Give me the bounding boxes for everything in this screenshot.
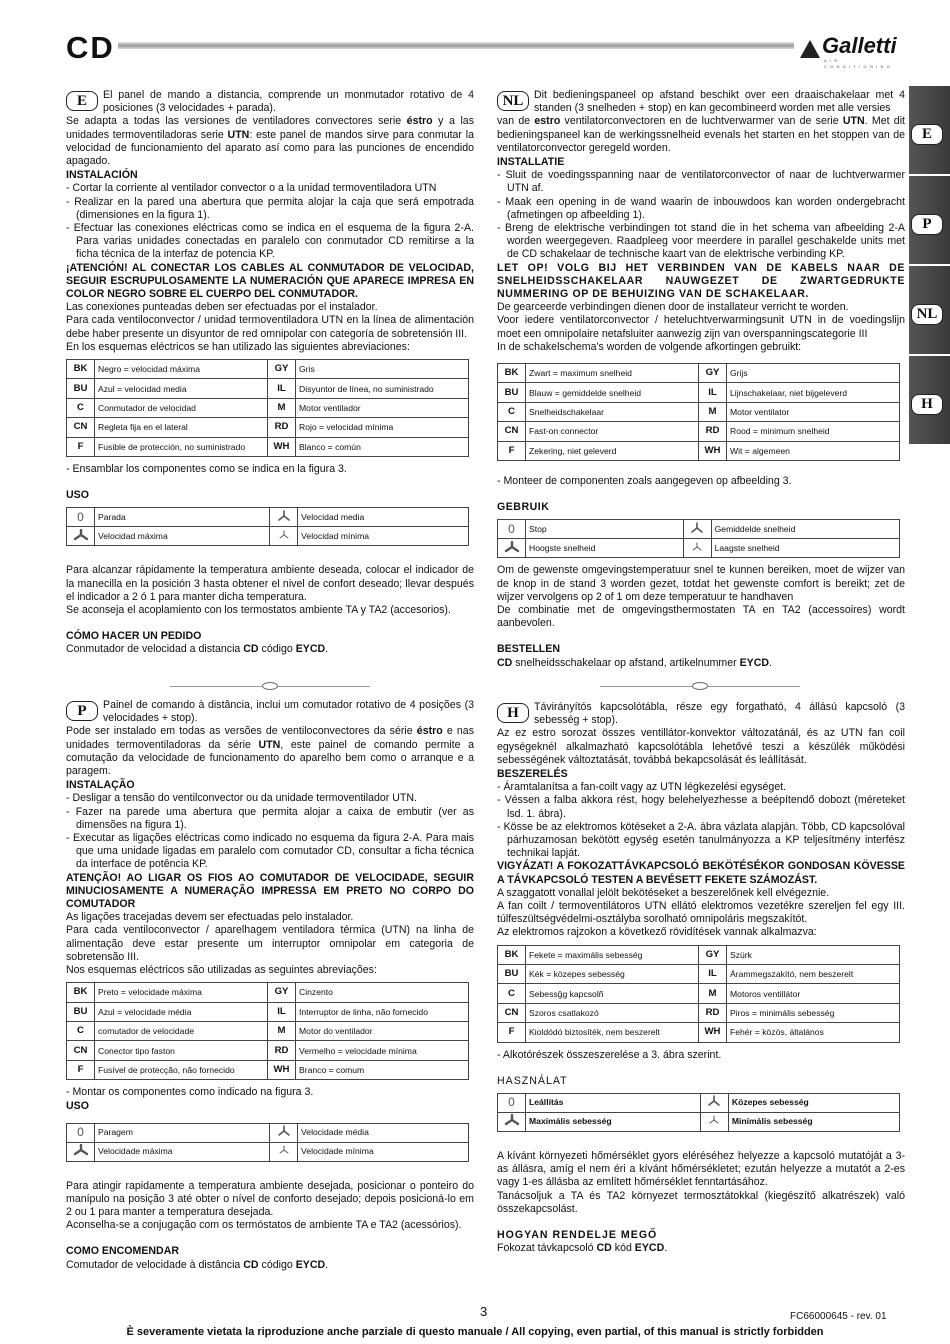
table-row [67,1123,469,1142]
desc-cell: Preto = velocidade máxima [95,983,268,1002]
table-row [498,539,900,558]
desc-cell: Kék = közepes sebesség [526,965,699,984]
paragraph: A szaggatott vonallal jelölt bekötéseket a beszerelőnek kell elvégeznie. [497,886,830,899]
code-cell: GY [699,364,727,383]
usage-cell: Velocidad media [298,508,469,527]
desc-cell: Interruptor de linha, não fornecido [296,1002,469,1021]
desc-cell: Conector tipo faston [95,1041,268,1060]
paragraph: Om de gewenste omgevingstemperatuur snel te kunnen bereiken, moet de wijzer van de knop in de stand 3 worden gezet, totdat het gewenste comfort is bereikt; zet de wijzer vervolgens op 2 of 1 om deze temperatuur te handhaven [497,564,905,603]
tab-label: NL [911,304,943,325]
series-name: UTN [842,115,865,128]
model-title: CD [66,30,115,65]
install-steps [66,792,474,871]
install-steps [497,169,905,261]
desc-cell: Fast-on connector [526,422,699,441]
table-row [67,508,469,527]
logo-triangle-icon [800,40,820,58]
usage-table [497,1093,900,1132]
text: código [258,643,296,656]
brand-subtitle: AIR CONDITIONING [824,58,894,69]
usage-cell: Hoogste snelheid [526,539,684,558]
list-item: - Kösse be az elektromos kötéseket a 2-A. ábra vázlata alapján. Több, CD kapcsolóval párhuzamosan bekötött egység esetén tanulmányozza a KP teljesítmény interfész technikai lapját. [497,820,905,860]
abbreviation-table [497,945,900,1043]
article-code: EYCD [295,1258,326,1271]
code-cell: C [498,402,526,421]
table-row [67,983,469,1002]
code-cell: M [699,984,727,1003]
text: . [325,1258,329,1271]
desc-cell: Regleta fija en el lateral [95,418,268,437]
usage-cell: Paragem [95,1123,270,1142]
table-row [498,364,900,383]
paragraph: Para alcanzar rápidamente la temperatura ambiente deseada, colocar el indicador de la manecilla en la posición 3 hasta obtener el nivel de confort deseado; llevar después el indicador a 2 ó 1 para manter dicha temperatura. [66,564,474,603]
fan-medium-icon [270,508,298,527]
desc-cell: Piros = minimális sebesség [727,1003,900,1022]
section-heading: HASZNÁLAT [497,1074,568,1087]
text: Se adapta a todas las versiones de ventiladores convectores serie [66,115,407,128]
header-bar [118,42,794,49]
model-code: CD [243,643,259,656]
code-cell: C [67,398,95,417]
section-hungarian [497,701,905,1255]
text: van de [497,115,535,128]
position-zero: 0 [67,508,95,527]
text: . Met dit bedieningspaneel kan de werkingssnelheid evenals het starten en het stoppen van de ventilatorconvector geregeld worden. [497,115,905,154]
desc-cell: Fekete = maximális sebesség [526,945,699,964]
text: Fokozat távkapcsoló [497,1242,597,1255]
paragraph: De gearceerde verbindingen dienen door de installateur verricht te worden. [497,301,849,314]
desc-cell: Szoros csatlakozó [526,1003,699,1022]
code-cell: M [699,402,727,421]
table-row [498,402,900,421]
usage-cell: Stop [526,520,684,539]
desc-cell: Motoros ventillátor [727,984,900,1003]
code-cell: GY [268,983,296,1002]
table-row [498,945,900,964]
code-cell: F [498,1023,526,1042]
table-row [67,1002,469,1021]
text: , este painel de comando permite a comutação da velocidade de funcionamento do aparelho bem como o arranque e a paragem. [66,738,474,778]
order-info [497,657,905,670]
table-row [67,360,469,379]
section-dutch [497,89,905,670]
intro-text: Painel de comando à distância, inclui um comutador rotativo de 4 posições (3 velocidades + stop). [103,699,474,725]
fan-medium-icon [683,520,711,539]
code-cell: IL [268,379,296,398]
intro [66,89,474,115]
text: . [769,656,772,669]
table-row [67,437,469,456]
code-cell: BK [498,364,526,383]
table-row [498,984,900,1003]
desc-cell: Wit = algemeen [727,441,900,460]
usage-cell: Minimális sebesség [728,1113,899,1132]
desc-cell: Árammegszakító, nem beszerelt [727,965,900,984]
code-cell: BK [67,983,95,1002]
intro-text: Dit bedieningspaneel op afstand beschikt over een draaischakelaar met 4 standen (3 snelheden + stop) en kan gecombineerd worden met alle versies [534,89,905,115]
code-cell: WH [699,1023,727,1042]
paragraph: Para atingir rapidamente a temperatura ambiente desejada, posicionar o ponteiro do manípulo na posição 3 até obter o nível de conforto desejado; depois posicioná-lo em 2 ou 1 para manter a temperatura desejada. [66,1179,474,1219]
code-cell: WH [268,437,296,456]
article-code: EYCD [739,656,770,669]
code-cell: WH [268,1060,296,1079]
usage-cell: Gemiddelde snelheid [711,520,899,539]
code-cell: CN [67,418,95,437]
desc-cell: Rood = minimum snelheid [727,422,900,441]
usage-cell: Leállítás [526,1094,701,1113]
paragraph: In de schakelschema's worden de volgende afkortingen gebruikt: [497,340,802,353]
description [66,115,474,168]
fan-min-icon [270,527,298,546]
list-item: - Desligar a tensão do ventilconvector ou da unidade termoventilador UTN. [66,792,417,805]
code-cell: M [268,398,296,417]
section-portuguese [66,699,474,1272]
paragraph: Aconselha-se a conjugação com os termóstatos de ambiente TA e TA2 (acessórios). [66,1219,462,1232]
code-cell: F [67,1060,95,1079]
desc-cell: Motor ventilator [727,402,900,421]
list-item: - Sluit de voedingsspanning naar de ventilatorconvector of naar de luchtverwarmer UTN af. [497,169,905,195]
table-row [498,1003,900,1022]
text: . [664,1242,668,1255]
paragraph: De combinatie met de omgevingsthermostaten TA en TA2 (accessoires) wordt aanbevolen. [497,604,905,630]
usage-cell: Parada [95,508,270,527]
abbreviation-table [66,359,469,457]
table-row [67,1041,469,1060]
table-row [498,1113,900,1132]
fan-max-icon [67,527,95,546]
code-cell: BU [67,1002,95,1021]
description: Az ez estro sorozat összes ventillátor-konvektor változatánál, és az UTN fan coil egységeknél alkalmazható kapcsolótábla lehetővé teszi a készülék működési sebességének változtatását, továbbá bekapcsolását és leállítását. [497,727,905,766]
code-cell: GY [268,360,296,379]
text: Pode ser instalado em todas as versões de ventiloconvectores da série [66,725,417,738]
desc-cell: Blauw = gemiddelde snelheid [526,383,699,402]
code-cell: CN [498,422,526,441]
list-item: - Executar as ligações eléctricas como indicado no esquema da figura 2-A. Para mais que uma unidade ligadas em paralelo com comutador CD, consultar a ficha técnica da interface de potência KP. [66,832,474,871]
code-cell: BK [67,360,95,379]
list-item: - Cortar la corriente al ventilador convector o a la unidad termoventiladora UTN [66,182,437,195]
code-cell: RD [699,1003,727,1022]
text: código [258,1258,296,1271]
table-row [498,1094,900,1113]
section-heading: USO [66,1100,89,1113]
language-badge: H [497,703,529,723]
code-cell: IL [699,965,727,984]
language-badge: E [66,91,98,111]
list-item: - Maak een opening in de wand waarin de inbouwdoos kan worden ondergebracht (afmetingen op afbeelding 1). [497,195,905,221]
usage-cell: Velocidade máxima [95,1142,270,1161]
list-item: - Fazer na parede uma abertura que permita alojar a caixa de embutir (ver as dimensões na figura 1). [66,805,474,831]
code-cell: CN [67,1041,95,1060]
copyright-notice: È severamente vietata la riproduzione anche parziale di questo manuale / All copying, even partial, of this manual is strictly forbidden [126,1326,824,1338]
desc-cell: Kioldódó biztosíték, nem beszerelt [526,1023,699,1042]
text: snelheidsschakelaar op afstand, artikelnummer [512,656,740,669]
paragraph: Az elektromos rajzokon a következő rövidítések vannak alkalmazva: [497,926,817,939]
series-name: UTN [227,128,250,141]
warning-text: ATENÇÃO! AO LIGAR OS FIOS AO COMUTADOR DE VELOCIDADE, SEGUIR MINUCIOSAMENTE A NUMERAÇÃO IMPRESSA EM PRETO NO CORPO DO COMUTADOR [66,871,474,911]
list-item: - Efectuar las conexiones eléctricas como se indica en el esquema de la figura 2-A. Para varias unidades conectadas en paralelo con conmutador CD remitirse a la ficha técnica de la interfaz de potencia KP. [66,222,474,261]
desc-cell: comutador de velocidade [95,1022,268,1041]
section-heading: COMO ENCOMENDAR [66,1245,179,1258]
fan-min-icon [270,1142,298,1161]
desc-cell: Zekering, niet geleverd [526,441,699,460]
code-cell: RD [699,422,727,441]
paragraph: Se aconseja el acoplamiento con los termostatos ambiente TA y TA2 (accesorios). [66,604,451,617]
table-row [67,398,469,417]
intro-text: El panel de mando a distancia, comprende un monmutador rotativo de 4 posiciones (3 velocidades + parada). [103,89,474,115]
table-row [67,379,469,398]
order-info [497,1242,905,1255]
list-item: - Véssen a falba akkora rést, hogy belehelyezhesse a beépítendő dobozt (méreteket lsd. 1. ábra). [497,794,905,820]
desc-cell: Szürk [727,945,900,964]
code-cell: F [498,441,526,460]
table-row [67,418,469,437]
text: Comutador de velocidade à distância [66,1258,244,1271]
fan-max-icon [67,1142,95,1161]
text: . [325,643,329,656]
tab-label: E [911,124,943,145]
abbreviation-table [66,982,469,1080]
assembly-note: - Alkotórészek összeszerelése a 3. ábra szerint. [497,1048,722,1061]
paragraph: Para cada ventiloconvector / unidad termoventiladora UTN en la línea de alimentación debe haber presente un disyuntor de red omnipolar con categoría de sobretensión III. [66,314,474,340]
text: Conmutador de velocidad a distancia [66,643,244,656]
position-zero: 0 [67,1123,95,1142]
order-info [66,643,474,656]
section-heading: HOGYAN RENDELJE MEGŐ [497,1229,658,1242]
table-row [498,520,900,539]
desc-cell: Snelheidschakelaar [526,402,699,421]
usage-cell: Velocidade média [298,1123,469,1142]
desc-cell: Cinzento [296,983,469,1002]
section-heading: INSTALACIÓN [66,169,138,182]
desc-cell: Branco = comum [296,1060,469,1079]
usage-cell: Velocidade mínima [298,1142,469,1161]
position-zero: 0 [498,1094,526,1113]
paragraph: Las conexiones punteadas deben ser efectuadas por el instalador. [66,301,378,314]
code-cell: BU [498,383,526,402]
code-cell: M [268,1022,296,1041]
fan-max-icon [498,539,526,558]
desc-cell: Blanco = común [296,437,469,456]
code-cell: RD [268,1041,296,1060]
model-code: CD [497,656,513,669]
code-cell: BU [498,965,526,984]
code-cell: RD [268,418,296,437]
intro [497,701,905,727]
series-name: estro [534,115,561,128]
desc-cell: Disyuntor de línea, no suministrado [296,379,469,398]
page-header [0,28,950,68]
paragraph: Tanácsoljuk a TA és TA2 környezet termosztátokkal (kiegészítő alkatrészek) való összekapcsolást. [497,1189,905,1215]
section-heading: BESTELLEN [497,643,560,656]
tab-e[interactable] [909,86,950,176]
desc-cell: Fusible de protección, no suministrado [95,437,268,456]
code-cell: CN [498,1003,526,1022]
usage-table [66,1123,469,1162]
desc-cell: Gris [296,360,469,379]
warning-text: LET OP! VOLG BIJ HET VERBINDEN VAN DE KABELS NAAR DE SNELHEIDSSCHAKELAAR NAUWGEZET DE ZWARTGEDRUKTE NUMMERING OP DE BEHUIZING VAN DE SCHAKELAAR. [497,261,905,301]
desc-cell: Fusível de protecção, não fornecido [95,1060,268,1079]
section-heading: USO [66,489,89,502]
intro [66,699,474,725]
abbreviation-table [497,363,900,461]
text: : este panel de mandos sirve para conmutar la velocidad de funcionamiento del aparato así como para las punciones de encendido apagado. [66,128,474,168]
table-row [498,383,900,402]
desc-cell: Azul = velocidad media [95,379,268,398]
usage-cell: Laagste snelheid [711,539,899,558]
table-row [498,965,900,984]
code-cell: IL [268,1002,296,1021]
article-code: EYCD [634,1242,665,1255]
code-cell: C [67,1022,95,1041]
section-heading: CÓMO HACER UN PEDIDO [66,630,202,643]
usage-cell: Velocidad mínima [298,527,469,546]
desc-cell: Azul = velocidade média [95,1002,268,1021]
page-number: 3 [480,1304,488,1319]
fan-medium-icon [700,1094,728,1113]
text: y a las unidades termoventiladoras serie [66,115,474,141]
usage-cell: Közepes sebesség [728,1094,899,1113]
intro [497,89,905,115]
series-name: éstro [406,115,433,128]
brand-name: Galletti [822,33,897,58]
desc-cell: Vermelho = velocidade mínima [296,1041,469,1060]
table-row [67,1060,469,1079]
tab-label: H [911,394,943,415]
desc-cell: Sebessğg kapcsolñ [526,984,699,1003]
language-badge: NL [497,91,529,111]
install-steps [66,182,474,261]
desc-cell: Conmutador de velocidad [95,398,268,417]
table-row [498,441,900,460]
usage-table [497,519,900,558]
brand-logo [800,32,910,69]
paragraph: A kívánt környezeti hőmérséklet gyors eléréséhez helyezze a kapcsoló mutatóját a 3-as állásra, amíg el nem éri a kívánt hőmérsékletet; ezután helyezze a mutatót a 2-es vagy 1-es állásba az említett hőmérséklet fenntartásához. [497,1150,905,1189]
position-zero: 0 [498,520,526,539]
code-cell: IL [699,383,727,402]
desc-cell: Negro = velocidad máxima [95,360,268,379]
usage-cell: Velocidad máxima [95,527,270,546]
document-reference: FC66000645 - rev. 01 [790,1311,887,1322]
table-row [67,527,469,546]
assembly-note: - Ensamblar los componentes como se indica en la figura 3. [66,463,347,476]
section-spanish [66,89,474,657]
table-row [498,1023,900,1042]
desc-cell: Motor do ventilador [296,1022,469,1041]
list-item: - Breng de elektrische verbindingen tot stand die in het schema van afbeelding 2-A worden weergegeven. Raadpleeg voor meerdere in parallel geschakelde units met de CD schakelaar de technische kaart van de elektrische verbinding KP. [497,222,905,261]
fan-medium-icon [270,1123,298,1142]
description [66,725,474,778]
paragraph: A fan coilt / termoventilátoros UTN ellátó elektromos vezetékre szereljen fel egy III. túlfeszültségvédelmi-osztályba sorolható omnipoláris megszakítót. [497,900,905,926]
code-cell: BU [67,379,95,398]
text: e nas unidades termoventiladoras da série [66,725,474,751]
install-steps [497,781,905,860]
section-heading: INSTALAÇÃO [66,779,135,792]
table-row [498,422,900,441]
section-heading: BESZERELÉS [497,768,568,781]
desc-cell: Lijnschakelaar, niet bijgeleverd [727,383,900,402]
code-cell: F [67,437,95,456]
table-row [67,1022,469,1041]
language-badge: P [66,701,98,721]
desc-cell: Grijs [727,364,900,383]
warning-text: ¡ATENCIÓN! AL CONECTAR LOS CABLES AL CONMUTADOR DE VELOCIDAD, SEGUIR ESCRUPULOSAMENTE LA NUMERACIÓN QUE APARECE IMPRESA EN COLOR NEGRO SOBRE EL CUERPO DEL CONMUTADOR. [66,261,474,301]
model-code: CD [243,1258,259,1271]
text: kód [611,1242,635,1255]
text: ventilatorconvectoren en de luchtverwarmer van de serie [560,115,843,128]
tab-nl[interactable] [909,266,950,356]
usage-table [66,507,469,546]
code-cell: GY [699,945,727,964]
code-cell: C [498,984,526,1003]
paragraph: En los esquemas eléctricos se han utilizado las siguientes abreviaciones: [66,340,410,353]
fan-min-icon [700,1113,728,1132]
tab-p[interactable] [909,176,950,266]
language-tabs [909,86,950,446]
section-divider [600,679,800,693]
fan-min-icon [683,539,711,558]
order-info [66,1259,474,1272]
warning-text: VIGYÁZAT! A FOKOZATTÁVKAPCSOLÓ BEKÖTÉSÉKOR GONDOSAN KÖVESSE A TÁVKAPCSOLÓ TESTEN A BEVÉSETT FEKETE SZÁMOZÁST. [497,860,905,886]
series-name: UTN [258,738,281,751]
usage-cell: Maximális sebesség [526,1113,701,1132]
table-row [67,1142,469,1161]
description [497,115,905,155]
paragraph: Nos esquemas eléctricos são utilizadas as seguintes abreviações: [66,964,377,977]
tab-h[interactable] [909,356,950,446]
list-item: - Realizar en la pared una abertura que permita alojar la caja que será empotrada (dimensiones en la figura 1). [66,195,474,221]
assembly-note: - Montar os componentes como indicado na figura 3. [66,1086,314,1099]
paragraph: Para cada ventiloconvector / aparelhagem ventiladora térmica (UTN) na linha de alimentação deve estar presente um interruptor omnipolar em categoria de sobretensão III. [66,924,474,963]
model-code: CD [596,1242,612,1255]
article-code: EYCD [295,643,326,656]
series-name: éstro [416,725,443,738]
fan-max-icon [498,1113,526,1132]
desc-cell: Motor ventilador [296,398,469,417]
section-divider [170,679,370,693]
section-heading: GEBRUIK [497,501,550,514]
paragraph: Voor iedere ventilatorconvector / heteluchtverwarmingsunit UTN in de voedingslijn moet een omnipolaire netafsluiter aanwezig zijn van overspanningscategorie III [497,314,905,340]
code-cell: WH [699,441,727,460]
desc-cell: Rojo = velocidad mínima [296,418,469,437]
tab-label: P [911,214,943,235]
desc-cell: Zwart = maximum snelheid [526,364,699,383]
intro-text: Távirányítós kapcsolótábla, része egy forgatható, 4 állású kapcsoló (3 sebesség + stop). [534,701,905,727]
section-heading: INSTALLATIE [497,156,565,169]
assembly-note: - Monteer de componenten zoals aangegeven op afbeelding 3. [497,475,792,488]
code-cell: BK [498,945,526,964]
paragraph: As ligações tracejadas devem ser efectuadas pelo instalador. [66,911,354,924]
list-item: - Áramtalanítsa a fan-coilt vagy az UTN légkezelési egységet. [497,781,787,794]
desc-cell: Fehér = közös, általános [727,1023,900,1042]
